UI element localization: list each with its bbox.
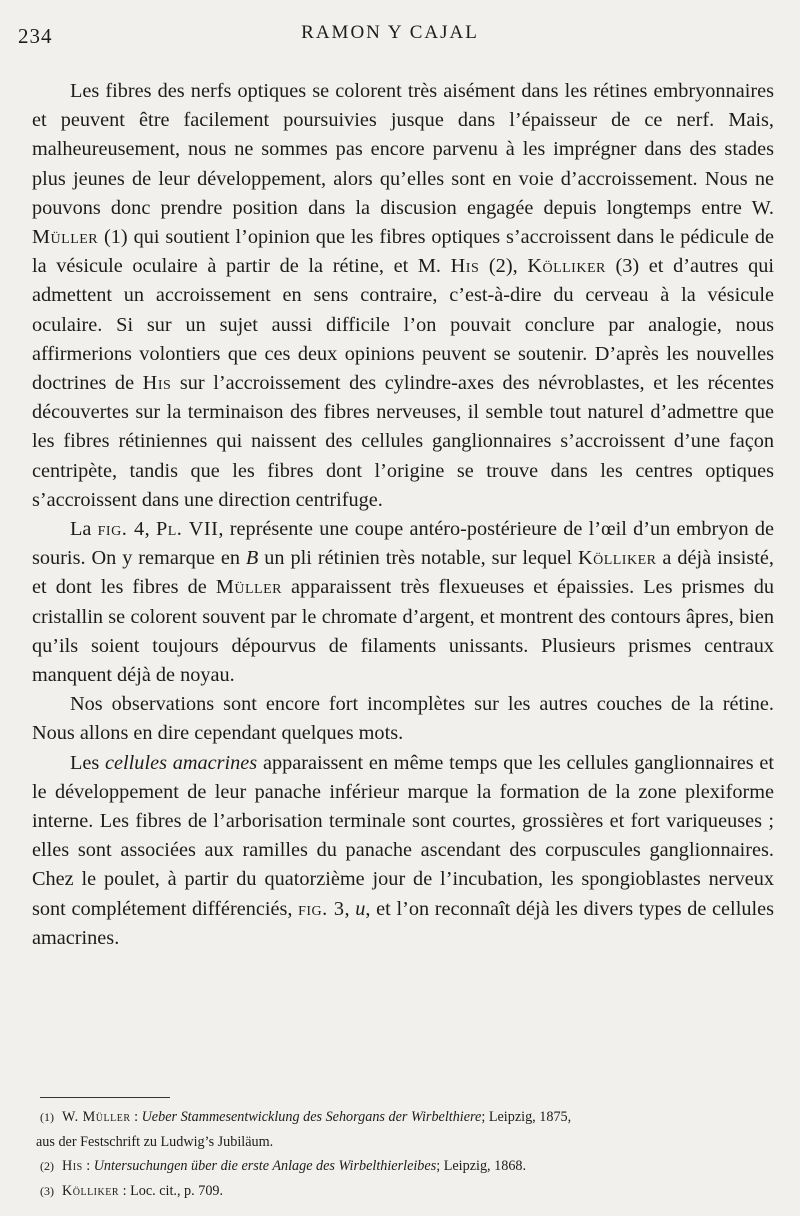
text-run: , et l’on reconnaît déjà les divers types de cellules amacrines. [32,897,774,949]
text-run: La [70,518,98,541]
author-name: Kölliker [577,547,657,570]
text-run: : [130,1109,142,1125]
text-run: (1) qui soutient l’opinion que les fibres optiques s’accroissent dans le pédicule de la vésicule oculaire à partir de la rétine, et M. [32,226,774,278]
figure-letter: u [355,897,366,920]
author-name: Müller [215,576,282,599]
text-run: sur l’accroissement des cylindre-axes des névroblastes, et les récentes découvertes sur la terminaison des fibres nerveuses, il semble tout naturel d’admettre que les fibres rétiniennes qui naissent des cellules ganglionnaires s’accroissent d’une façon centripète, tandis que les fibres dont l’origine se trouve dans les centres optiques s’accroissent dans une direction centrifuge. [32,372,774,511]
text-run: (2), [479,255,528,278]
work-title: Untersuchungen über die erste Anlage des Wirbelthierleibes [93,1158,437,1174]
work-title: Ueber Stammesentwicklung des Sehorgans der Wirbelthiere [141,1109,482,1125]
body-text [32,77,774,953]
text-run: , représente une coupe antéro-postérieure de l’œil d’un embryon de souris. On y remarque en [32,518,775,570]
text-run: : [119,1182,131,1199]
plate-reference: Pl. VII [155,518,219,541]
text-run: ; Leipzig, 1868. [436,1158,527,1174]
figure-reference: fig. 4 [97,518,145,541]
author-name: His [62,1158,83,1174]
footnote-2 [40,1154,780,1179]
author-name: His [450,255,480,278]
paragraph-2 [32,515,774,690]
author-name: His [142,372,172,395]
footnote-mark: (1) [40,1110,54,1124]
author-name: Kölliker [527,255,606,278]
text-run: apparaissent très flexueuses et épaissies. Les prismes du cristallin se colorent souvent par le chromate d’argent, et montrent des contours âpres, bien qu’ils soient toujours dépourvus de filaments unissants. Plusieurs prismes centraux manquent déjà de noyau. [32,576,774,687]
author-name: W. Müller [62,1109,131,1125]
figure-letter: B [245,547,259,570]
text-run: ; Leipzig, 1875, [481,1109,572,1125]
text-run: Les fibres des nerfs optiques se colorent très aisément dans les rétines embryonnaires et peuvent être facilement poursuivies jusque dans l’épaisseur de ce nerf. Mais, malheureusement, nous ne sommes pas encore parvenu à les imprégner dans des stades plus jeunes de leur développement, alors qu’elles sont en voie d’accroissement. Nous ne pouvons donc prendre position dans la discusion engagée depuis longtemps entre W. [32,80,774,219]
text-run: apparaissent en même temps que les cellules ganglionnaires et le développement de leur panache inférieur marque la formation de la zone plexiforme interne. Les fibres de l’arborisation terminale sont courtes, grossières et fort variqueuses ; elles sont associées aux ramilles du panache ascendant des corpuscules ganglionnaires. Chez le poulet, à partir du quatorzième jour de l’incubation, les spongioblastes nerveux sont complétement différenciés, [32,751,774,920]
page-header [0,22,800,52]
footnote-mark: (2) [40,1159,54,1173]
text-run: Les [70,751,106,774]
running-title: RAMON Y CAJAL [301,22,479,43]
emphasis: cellules amacrines [105,751,258,774]
paragraph-1 [32,77,774,515]
paragraph-4 [32,749,774,953]
footnote-3 [40,1179,780,1204]
footnote-divider [40,1097,170,1098]
footnote-mark: (3) [40,1183,54,1198]
page-number: 234 [18,24,53,48]
text-run: , [344,897,356,920]
footnote-1 [40,1105,780,1130]
text-run: un pli rétinien très notable, sur lequel [258,547,578,570]
footnote-1-continued: aus der Festschrift zu Ludwig’s Jubiläum. [36,1133,274,1150]
figure-reference: fig. 3 [298,897,345,920]
text-run: a déjà insisté, et dont les fibres de [32,547,774,599]
text-run: : [82,1158,94,1174]
author-name: Müller [32,226,99,249]
author-name: Kölliker [62,1182,120,1199]
text-run: , [144,518,156,541]
footnotes [36,1105,780,1203]
paragraph-3: Nos observations sont encore fort incomplètes sur les autres couches de la rétine. Nous allons en dire cependant quelques mots. [32,693,774,745]
text-run: Loc. cit., p. 709. [130,1182,224,1199]
text-run: (3) et d’autres qui admettent un accroissement en sens contraire, c’est-à-dire du cerveau à la vésicule oculaire. Si sur un sujet aussi difficile l’on pouvait conclure par analogie, nous affirmerions volontiers que ces deux opinions peuvent se soutenir. D’après les nouvelles doctrines de [32,255,774,395]
